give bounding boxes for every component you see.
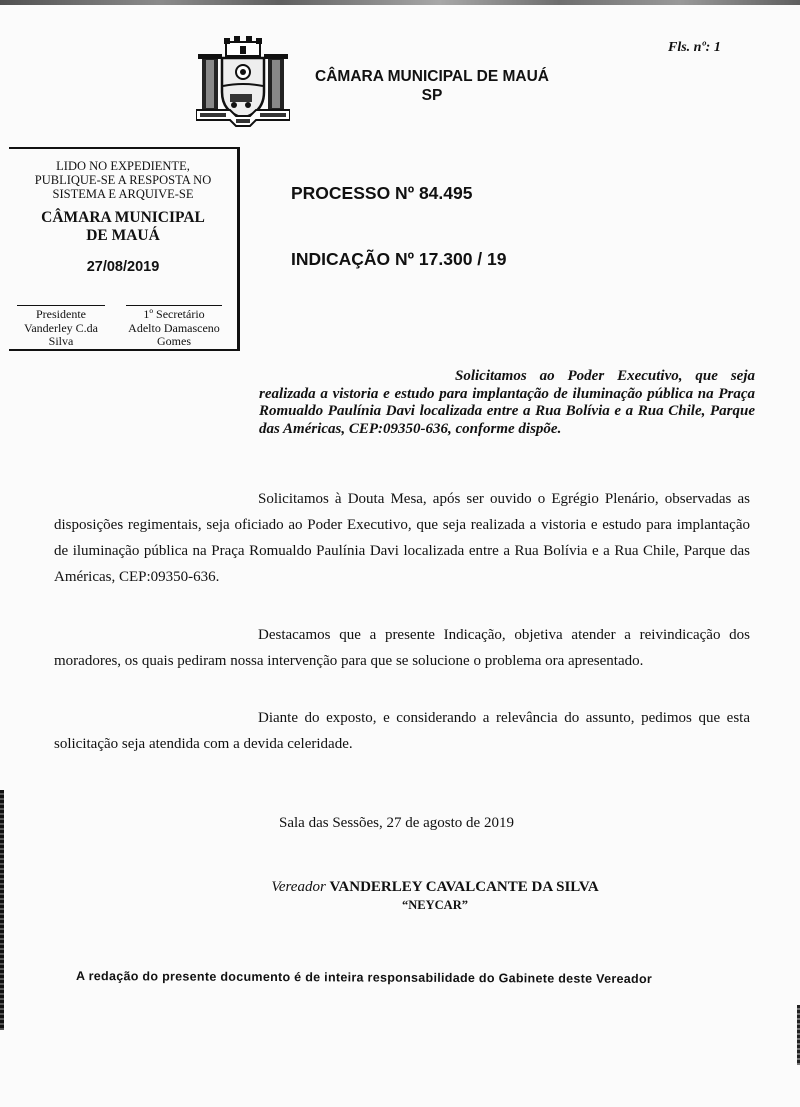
stamp-instructions bbox=[9, 159, 237, 201]
scan-edge-top bbox=[0, 0, 800, 5]
signer-role: Vereador bbox=[271, 879, 326, 895]
stamp-line: LIDO NO EXPEDIENTE, bbox=[56, 159, 190, 173]
signatory-role: 1º Secretário bbox=[143, 307, 205, 321]
stamp-date: 27/08/2019 bbox=[86, 259, 160, 275]
process-number: PROCESSO Nº 84.495 bbox=[291, 183, 473, 203]
coat-of-arms-icon bbox=[196, 36, 290, 128]
summary-paragraph: Solicitamos ao Poder Executivo, que seja realizada a vistoria e estudo para implantação de iluminação pública na Praça Romualdo Paulínia Davi localizada entre a Rua Bolívia e a Rua Chile, Parque das Américas, CEP:09350-636, conforme dispõe. bbox=[259, 368, 755, 437]
stamp-org-line: DE MAUÁ bbox=[86, 227, 160, 244]
signatory-role: Presidente bbox=[36, 307, 86, 321]
body-paragraph: Destacamos que a presente Indicação, objetiva atender a reivindicação dos moradores, os quais pediram nossa intervenção para que se solucione o problema ora apresentado. bbox=[54, 627, 750, 669]
stamp-line: SISTEMA E ARQUIVE-SE bbox=[52, 187, 194, 201]
body-paragraph: Solicitamos à Douta Mesa, após ser ouvido o Egrégio Plenário, observadas as disposições regimentais, seja oficiado ao Poder Executivo, que seja realizada a vistoria e estudo para implantação de iluminação pública na Praça Romualdo Paulínia Davi localizada entre a Rua Bolívia e a Rua Chile, Parque das Américas, CEP:09350-636. bbox=[54, 491, 750, 585]
stamp-org-line: CÂMARA MUNICIPAL bbox=[41, 209, 205, 226]
scan-edge-left bbox=[0, 790, 4, 1030]
institution-name: CÂMARA MUNICIPAL DE MAUÁ bbox=[315, 68, 549, 85]
page-number-label: Fls. nº: 1 bbox=[668, 40, 721, 55]
signatory-name: Adelto Damasceno bbox=[128, 320, 220, 335]
institution-state: SP bbox=[421, 87, 443, 104]
body-paragraph: Diante do exposto, e considerando a relevância do assunto, pedimos que esta solicitação seja atendida com a devida celeridade. bbox=[54, 710, 750, 752]
stamp-organization bbox=[9, 209, 237, 245]
closing-date-line: Sala das Sessões, 27 de agosto de 2019 bbox=[279, 815, 514, 831]
signatory-president bbox=[17, 305, 105, 349]
signatory-name: Vanderley C.da bbox=[24, 320, 98, 335]
signatory-name: Silva bbox=[48, 334, 74, 348]
signatory-name: Gomes bbox=[157, 334, 191, 348]
stamp-line: PUBLIQUE-SE A RESPOSTA NO bbox=[34, 173, 212, 187]
signer-nickname: “NEYCAR” bbox=[402, 898, 468, 912]
reception-stamp bbox=[9, 147, 240, 351]
signer-line bbox=[200, 879, 670, 896]
indication-number: INDICAÇÃO Nº 17.300 / 19 bbox=[291, 249, 507, 269]
institution-header bbox=[312, 67, 552, 105]
responsibility-note: A redação do presente documento é de inteira responsabilidade do Gabinete deste Vereador bbox=[75, 969, 653, 987]
signatory-secretary bbox=[126, 305, 222, 349]
signature-line bbox=[17, 305, 105, 306]
signer-name: VANDERLEY CAVALCANTE DA SILVA bbox=[329, 879, 599, 895]
signature-line bbox=[126, 305, 222, 306]
